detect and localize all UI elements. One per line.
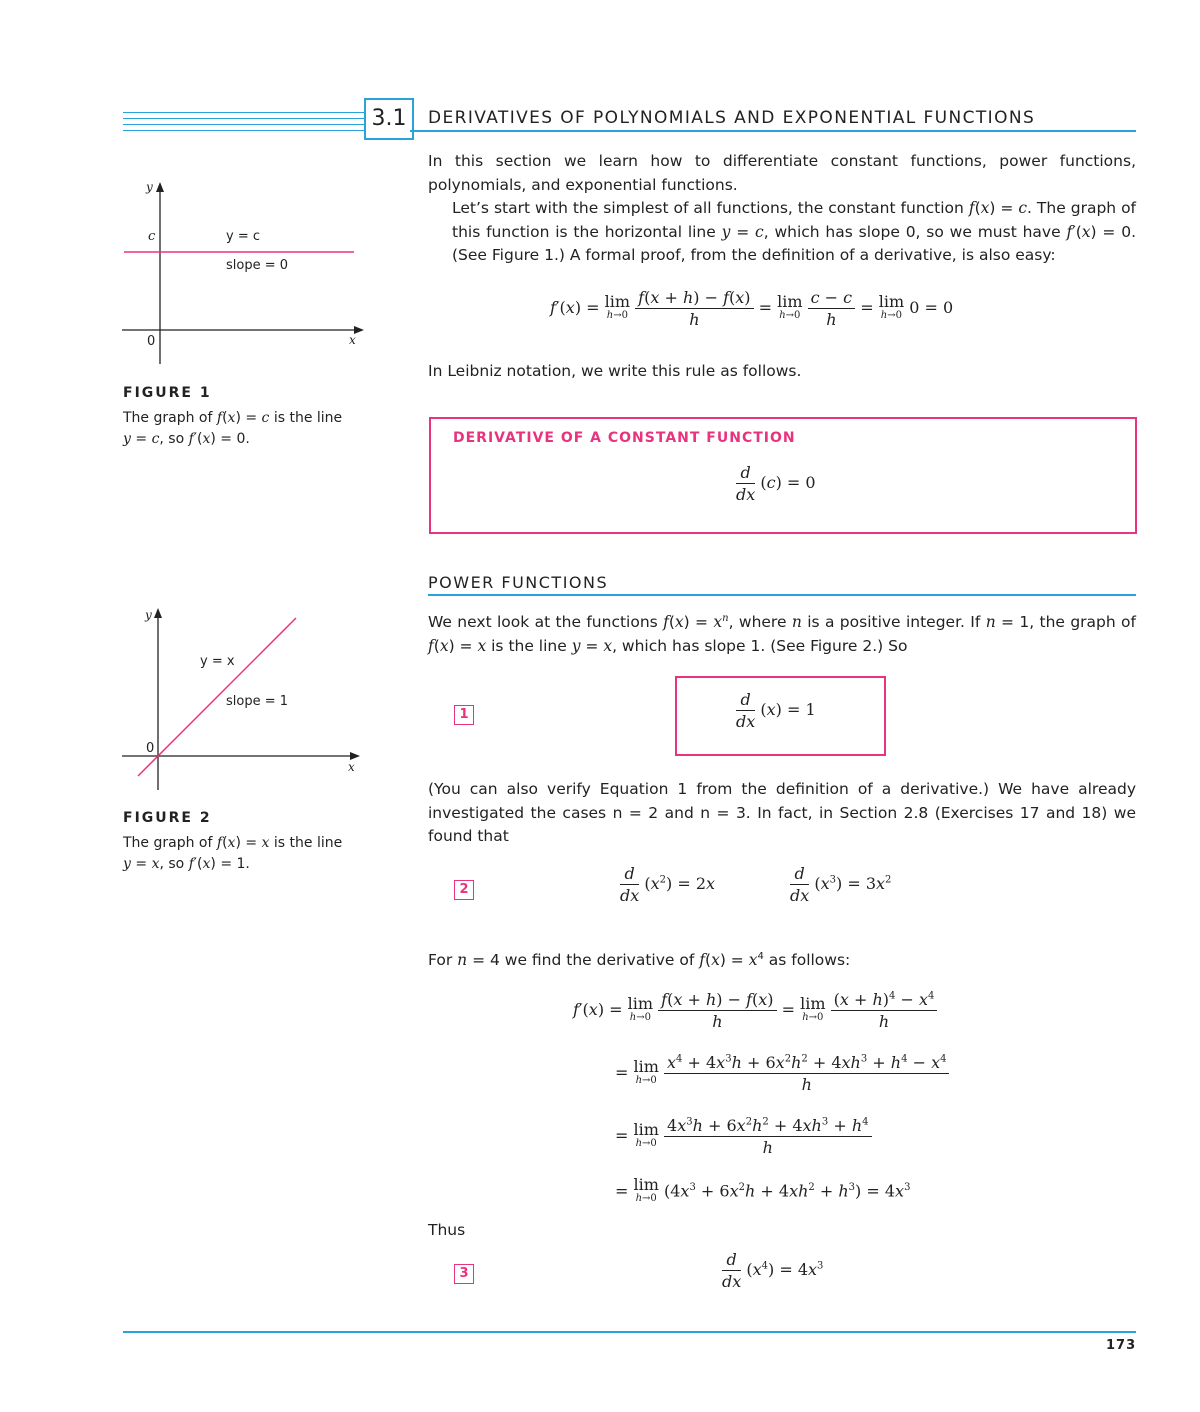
figure-2-caption: The graph of f(x) = x is the line y = x, so f′(x) = 1.	[123, 835, 343, 872]
figure-1-x-axis-label: x	[349, 333, 356, 347]
derivation-line-1: f′(x) = lim h→0 $\frac{f(x + h) - f(x)}{h}$ = lim h→0 $\frac{(x + h)^4 - x^4}{h}$	[573, 990, 937, 1031]
thus-text: Thus	[428, 1221, 466, 1239]
equation-number-3: 3	[454, 1264, 474, 1284]
equation-constant-rule: $\frac{d}{dx}$ (c) = 0	[736, 463, 816, 504]
footer-rule	[123, 1331, 1136, 1333]
figure-2-label: FIGURE 2	[123, 810, 212, 826]
figure-1-slope-label: slope = 0	[226, 258, 289, 273]
equation-constant-proof: f′(x) = lim h→0 $\frac{f(x + h) - f(x)}{h}$ = lim h→0 $\frac{c - c}{h}$ = lim h→0 0 = 0	[550, 288, 954, 329]
constant-rule-title: DERIVATIVE OF A CONSTANT FUNCTION	[453, 430, 796, 446]
figure-1-label: FIGURE 1	[123, 385, 212, 401]
figure-2-x-axis-label: x	[348, 760, 355, 774]
equation-2-left: $\frac{d}{dx}$ $(x^2) = 2x$	[620, 864, 716, 905]
power-functions-heading: POWER FUNCTIONS	[428, 573, 609, 592]
power-paragraph-3: For n = 4 we find the derivative of $f(x) = x^4$ as follows:	[428, 951, 851, 970]
power-heading-rule	[428, 594, 1136, 596]
figure-1-origin: 0	[147, 334, 156, 349]
equation-number-2: 2	[454, 880, 474, 900]
equation-number-1: 1	[454, 705, 474, 725]
derivation-line-4: = lim h→0 $(4x^3 + 6x^2h + 4xh^2 + h^3) = 4x^3$	[615, 1175, 911, 1204]
equation-2-right: $\frac{d}{dx}$ $(x^3) = 3x^2$	[790, 864, 892, 905]
figure-1-c-tick: c	[148, 229, 156, 244]
figure-1-graph	[118, 178, 368, 368]
figure-2-origin: 0	[146, 741, 155, 756]
leibniz-paragraph: In Leibniz notation, we write this rule as follows.	[428, 362, 802, 380]
figure-2-line-label: y = x	[200, 654, 235, 669]
equation-3: $\frac{d}{dx}$ $(x^4) = 4x^3$	[722, 1250, 824, 1291]
intro-paragraph: In this section we learn how to differentiate constant functions, power functions, polynomials, and exponential functions. Let’s start with the simplest of all functions, the constant function f(x) = c. The graph of this function is the horizontal line y = c, which has slope 0, so we must have f′(x) = 0. (See Figure 1.) A formal proof, from the definition of a derivative, is also easy:	[428, 152, 1137, 264]
figure-2-slope-label: slope = 1	[226, 694, 289, 709]
power-paragraph-1: We next look at the functions $f(x) = x^n$, where n is a positive integer. If n = 1, the graph of f(x) = x is the line y = x, which has slope 1. (See Figure 2.) So	[428, 613, 1136, 655]
power-paragraph-2: (You can also verify Equation 1 from the definition of a derivative.) We have already investigated the cases n = 2 and n = 3. In fact, in Section 2.8 (Exercises 17 and 18) we found that	[428, 780, 1136, 845]
derivation-line-3: = lim h→0 $\frac{4x^3h + 6x^2h^2 + 4xh^3 + h^4}{h}$	[615, 1116, 872, 1157]
figure-1-line-label: y = c	[226, 229, 260, 244]
derivation-line-2: = lim h→0 $\frac{x^4 + 4x^3h + 6x^2h^2 + 4xh^3 + h^4 - x^4}{h}$	[615, 1053, 949, 1094]
equation-1: $\frac{d}{dx}$ (x) = 1	[736, 690, 816, 731]
figure-1-caption: The graph of f(x) = c is the line y = c, so f′(x) = 0.	[123, 410, 343, 447]
page-number: 173	[1106, 1338, 1137, 1353]
section-title-rule	[410, 130, 1136, 132]
section-title: DERIVATIVES OF POLYNOMIALS AND EXPONENTIAL FUNCTIONS	[428, 108, 1036, 128]
figure-2-y-axis-label: y	[145, 608, 152, 622]
figure-1-y-axis-label: y	[146, 180, 153, 194]
section-number: 3.1	[364, 98, 414, 140]
